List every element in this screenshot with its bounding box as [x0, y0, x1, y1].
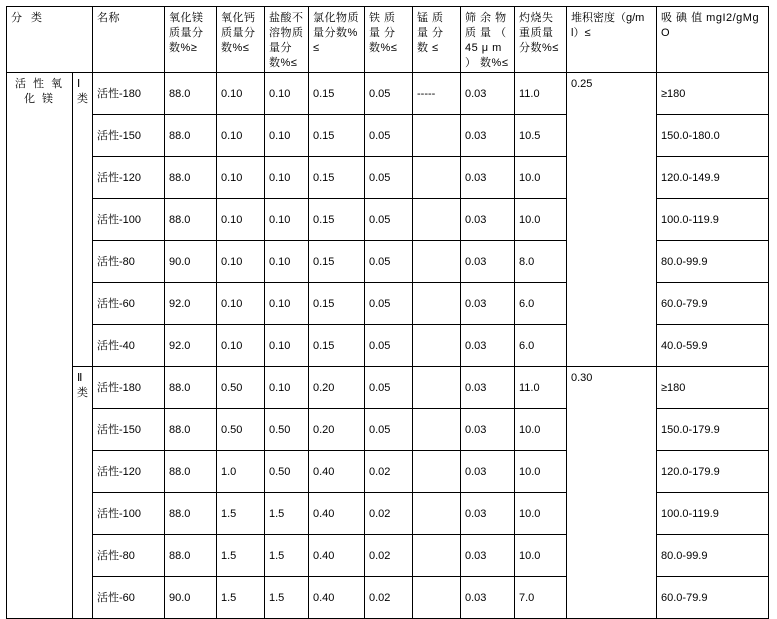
cell-manganese — [413, 115, 461, 157]
cell-cao: 0.10 — [217, 283, 265, 325]
cell-chloride: 0.15 — [309, 157, 365, 199]
cell-hcl-insoluble: 1.5 — [265, 577, 309, 619]
cell-manganese — [413, 577, 461, 619]
cell-hcl-insoluble: 0.10 — [265, 199, 309, 241]
cell-mgo: 88.0 — [165, 367, 217, 409]
cell-chloride: 0.40 — [309, 451, 365, 493]
cell-sieve-residue: 0.03 — [461, 325, 515, 367]
cell-hcl-insoluble: 1.5 — [265, 535, 309, 577]
cell-mgo: 90.0 — [165, 241, 217, 283]
cell-chloride: 0.40 — [309, 493, 365, 535]
header-sieve-residue-text: 筛 余 物 质 量 （ 45 μ m ） 数%≤ — [465, 12, 509, 69]
cell-sieve-residue: 0.03 — [461, 283, 515, 325]
cell-ignition-loss: 10.0 — [515, 157, 567, 199]
cell-iodine: ≥180 — [657, 367, 769, 409]
cell-name: 活性-60 — [93, 577, 165, 619]
header-iron — [365, 7, 413, 73]
class-label-1: Ⅰ类 — [73, 73, 93, 367]
cell-sieve-residue: 0.03 — [461, 241, 515, 283]
cell-ignition-loss: 6.0 — [515, 325, 567, 367]
header-bulk-density: 堆积密度（g/ml）≤ — [567, 7, 657, 73]
header-iron-text: 铁 质 量 分 数%≤ — [369, 12, 398, 54]
cell-manganese — [413, 325, 461, 367]
cell-ignition-loss: 10.5 — [515, 115, 567, 157]
header-sieve-residue — [461, 7, 515, 73]
cell-manganese — [413, 157, 461, 199]
cell-cao: 0.50 — [217, 409, 265, 451]
cell-cao: 1.5 — [217, 493, 265, 535]
cell-sieve-residue: 0.03 — [461, 535, 515, 577]
cell-name: 活性-150 — [93, 115, 165, 157]
cell-ignition-loss: 10.0 — [515, 493, 567, 535]
cell-name: 活性-40 — [93, 325, 165, 367]
cell-iron: 0.02 — [365, 493, 413, 535]
header-ignition-loss-text: 灼烧失重质量分数%≤ — [519, 12, 559, 54]
cell-hcl-insoluble: 0.50 — [265, 409, 309, 451]
cell-manganese — [413, 493, 461, 535]
specification-table — [6, 6, 769, 619]
cell-cao: 0.10 — [217, 73, 265, 115]
cell-iodine: 150.0-179.9 — [657, 409, 769, 451]
cell-iron: 0.05 — [365, 367, 413, 409]
cell-cao: 0.50 — [217, 367, 265, 409]
cell-iron: 0.05 — [365, 241, 413, 283]
header-mgo-text: 氧化镁质量分数%≥ — [169, 12, 204, 54]
cell-mgo: 88.0 — [165, 451, 217, 493]
cell-chloride: 0.15 — [309, 325, 365, 367]
cell-name: 活性-150 — [93, 409, 165, 451]
cell-iodine: 120.0-179.9 — [657, 451, 769, 493]
cell-chloride: 0.15 — [309, 115, 365, 157]
header-name: 名称 — [93, 7, 165, 73]
cell-bulk-density-2: 0.30 — [567, 367, 657, 619]
cell-manganese — [413, 409, 461, 451]
cell-iodine: 60.0-79.9 — [657, 283, 769, 325]
cell-mgo: 88.0 — [165, 493, 217, 535]
cell-ignition-loss: 7.0 — [515, 577, 567, 619]
header-cao — [217, 7, 265, 73]
cell-hcl-insoluble: 0.50 — [265, 451, 309, 493]
header-iodine: 吸 碘 值 mgI2/gMgO — [657, 7, 769, 73]
cell-hcl-insoluble: 0.10 — [265, 283, 309, 325]
cell-iodine: 150.0-180.0 — [657, 115, 769, 157]
cell-iron: 0.05 — [365, 115, 413, 157]
cell-sieve-residue: 0.03 — [461, 73, 515, 115]
cell-name: 活性-100 — [93, 199, 165, 241]
cell-name: 活性-80 — [93, 535, 165, 577]
cell-cao: 0.10 — [217, 325, 265, 367]
cell-sieve-residue: 0.03 — [461, 367, 515, 409]
cell-name: 活性-60 — [93, 283, 165, 325]
cell-chloride: 0.15 — [309, 283, 365, 325]
cell-mgo: 88.0 — [165, 115, 217, 157]
cell-ignition-loss: 10.0 — [515, 535, 567, 577]
cell-iron: 0.02 — [365, 451, 413, 493]
cell-iron: 0.05 — [365, 199, 413, 241]
cell-hcl-insoluble: 0.10 — [265, 157, 309, 199]
cell-name: 活性-120 — [93, 451, 165, 493]
header-classification: 分 类 — [7, 7, 93, 73]
cell-ignition-loss: 8.0 — [515, 241, 567, 283]
cell-iodine: 100.0-119.9 — [657, 199, 769, 241]
cell-iron: 0.05 — [365, 283, 413, 325]
cell-cao: 1.5 — [217, 577, 265, 619]
cell-ignition-loss: 11.0 — [515, 367, 567, 409]
cell-ignition-loss: 10.0 — [515, 451, 567, 493]
cell-iodine: 60.0-79.9 — [657, 577, 769, 619]
cell-sieve-residue: 0.03 — [461, 409, 515, 451]
cell-chloride: 0.40 — [309, 535, 365, 577]
header-manganese — [413, 7, 461, 73]
table-row — [7, 367, 769, 409]
cell-bulk-density-1: 0.25 — [567, 73, 657, 367]
cell-hcl-insoluble: 0.10 — [265, 115, 309, 157]
cell-chloride: 0.20 — [309, 367, 365, 409]
cell-iron: 0.02 — [365, 577, 413, 619]
cell-sieve-residue: 0.03 — [461, 577, 515, 619]
cell-ignition-loss: 6.0 — [515, 283, 567, 325]
cell-mgo: 88.0 — [165, 409, 217, 451]
header-manganese-text: 锰 质 量 分 数 ≤ — [417, 12, 444, 54]
cell-ignition-loss: 10.0 — [515, 199, 567, 241]
cell-sieve-residue: 0.03 — [461, 115, 515, 157]
cell-cao: 0.10 — [217, 115, 265, 157]
cell-iron: 0.02 — [365, 535, 413, 577]
cell-hcl-insoluble: 0.10 — [265, 325, 309, 367]
cell-iodine: 80.0-99.9 — [657, 535, 769, 577]
cell-sieve-residue: 0.03 — [461, 493, 515, 535]
cell-iodine: ≥180 — [657, 73, 769, 115]
cell-mgo: 88.0 — [165, 199, 217, 241]
cell-mgo: 88.0 — [165, 535, 217, 577]
header-mgo — [165, 7, 217, 73]
cell-iodine: 100.0-119.9 — [657, 493, 769, 535]
cell-iron: 0.05 — [365, 409, 413, 451]
cell-manganese — [413, 535, 461, 577]
cell-cao: 0.10 — [217, 157, 265, 199]
cell-mgo: 88.0 — [165, 157, 217, 199]
category-label-text: 活 性 氧 化 镁 — [14, 78, 65, 106]
cell-iron: 0.05 — [365, 157, 413, 199]
header-chloride-text: 氯化物质量分数%≤ — [313, 12, 359, 54]
cell-ignition-loss: 10.0 — [515, 409, 567, 451]
cell-cao: 1.0 — [217, 451, 265, 493]
header-hcl-insoluble-text: 盐酸不溶物质量分数%≤ — [269, 12, 304, 69]
cell-mgo: 88.0 — [165, 73, 217, 115]
cell-chloride: 0.40 — [309, 577, 365, 619]
cell-hcl-insoluble: 0.10 — [265, 73, 309, 115]
cell-iodine: 80.0-99.9 — [657, 241, 769, 283]
cell-cao: 1.5 — [217, 535, 265, 577]
cell-sieve-residue: 0.03 — [461, 451, 515, 493]
cell-iodine: 40.0-59.9 — [657, 325, 769, 367]
cell-chloride: 0.15 — [309, 73, 365, 115]
cell-chloride: 0.15 — [309, 241, 365, 283]
cell-manganese: ----- — [413, 73, 461, 115]
cell-ignition-loss: 11.0 — [515, 73, 567, 115]
cell-chloride: 0.15 — [309, 199, 365, 241]
header-hcl-insoluble — [265, 7, 309, 73]
cell-hcl-insoluble: 1.5 — [265, 493, 309, 535]
cell-manganese — [413, 367, 461, 409]
cell-hcl-insoluble: 0.10 — [265, 367, 309, 409]
cell-mgo: 92.0 — [165, 325, 217, 367]
cell-cao: 0.10 — [217, 241, 265, 283]
cell-mgo: 90.0 — [165, 577, 217, 619]
cell-manganese — [413, 283, 461, 325]
cell-mgo: 92.0 — [165, 283, 217, 325]
cell-hcl-insoluble: 0.10 — [265, 241, 309, 283]
cell-sieve-residue: 0.03 — [461, 157, 515, 199]
cell-name: 活性-180 — [93, 367, 165, 409]
table-row — [7, 73, 769, 115]
cell-manganese — [413, 241, 461, 283]
cell-sieve-residue: 0.03 — [461, 199, 515, 241]
cell-iron: 0.05 — [365, 73, 413, 115]
cell-iron: 0.05 — [365, 325, 413, 367]
cell-name: 活性-120 — [93, 157, 165, 199]
cell-chloride: 0.20 — [309, 409, 365, 451]
header-chloride — [309, 7, 365, 73]
cell-iodine: 120.0-149.9 — [657, 157, 769, 199]
cell-name: 活性-100 — [93, 493, 165, 535]
header-ignition-loss — [515, 7, 567, 73]
category-label — [7, 73, 73, 619]
cell-manganese — [413, 199, 461, 241]
class-label-2: Ⅱ类 — [73, 367, 93, 619]
cell-manganese — [413, 451, 461, 493]
table-header-row — [7, 7, 769, 73]
cell-name: 活性-80 — [93, 241, 165, 283]
cell-name: 活性-180 — [93, 73, 165, 115]
header-cao-text: 氧化钙质量分数%≤ — [221, 12, 256, 54]
cell-cao: 0.10 — [217, 199, 265, 241]
